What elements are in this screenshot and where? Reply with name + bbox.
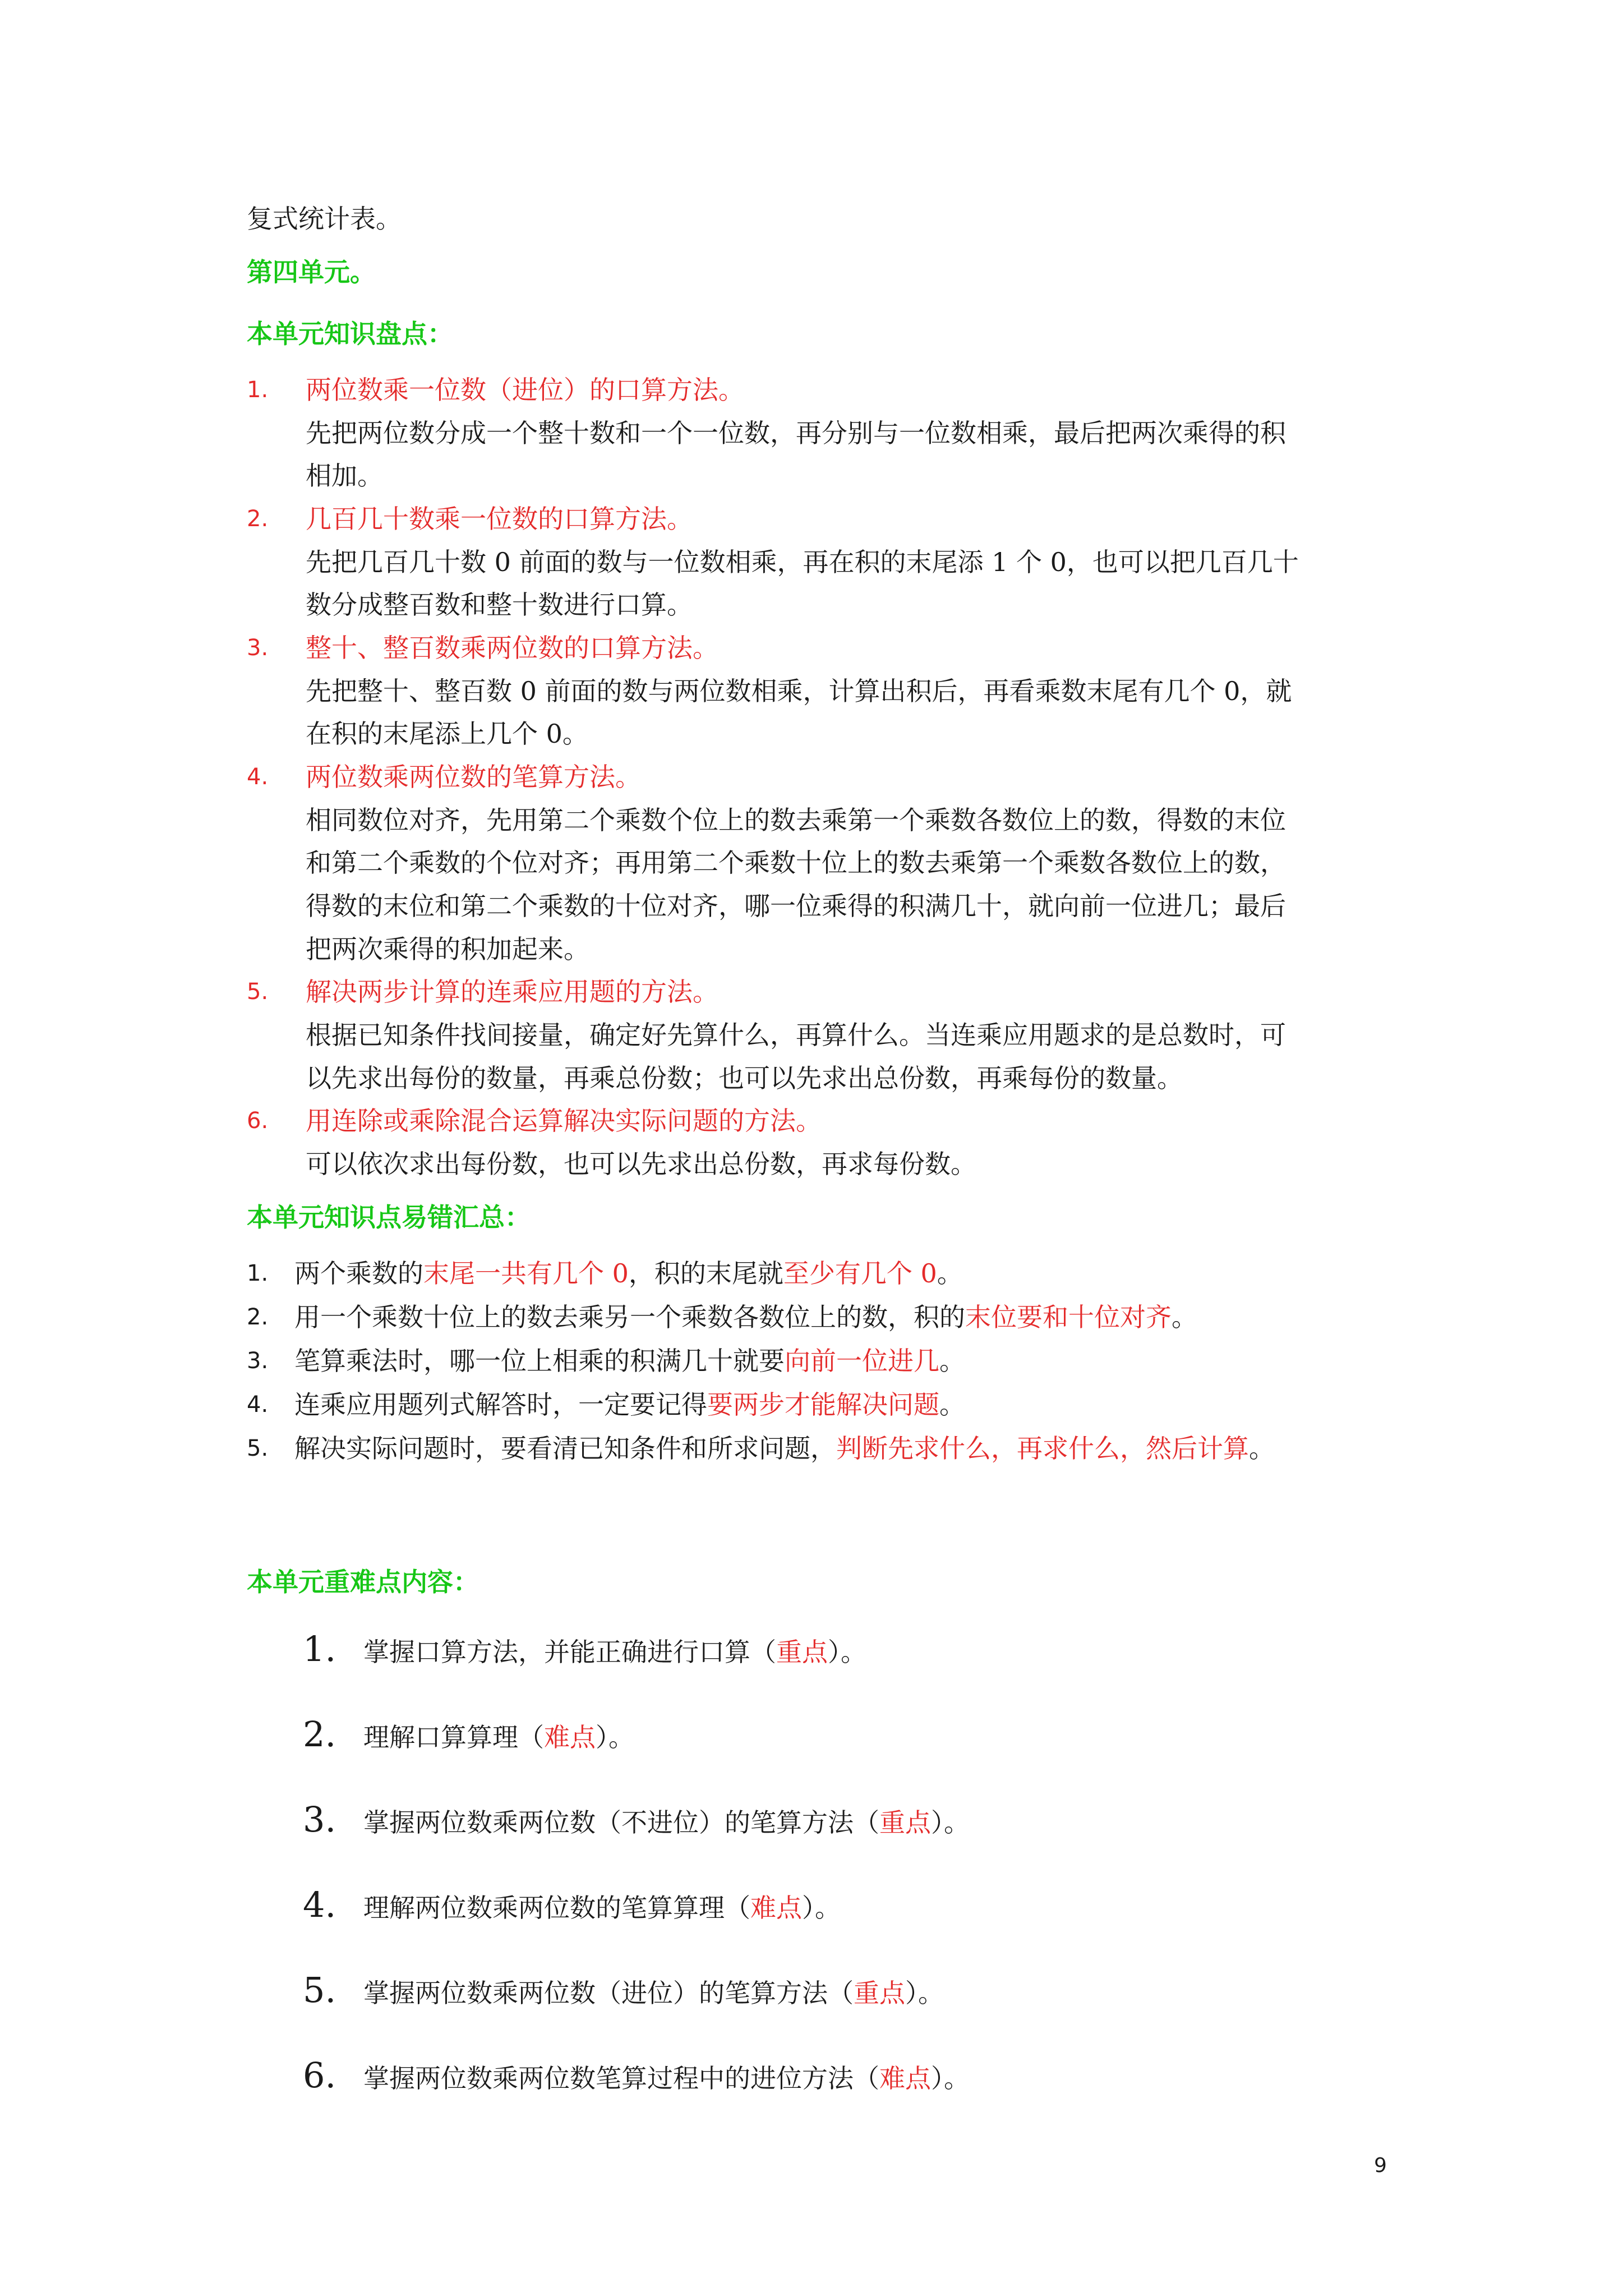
keypoint-text-part: ）。 bbox=[802, 1893, 841, 1923]
keypoint-tag: 难点 bbox=[544, 1722, 596, 1752]
knowledge-title: 两位数乘一位数（进位）的口算方法。 bbox=[306, 375, 744, 405]
mistake-highlight: 末尾一共有几个 0 bbox=[423, 1258, 629, 1289]
mistake-text-part: 笔算乘法时，哪一位上相乘的积满几十就要 bbox=[294, 1346, 785, 1376]
knowledge-body-line: 相加。 bbox=[306, 461, 383, 491]
keypoint-text bbox=[363, 1800, 970, 1845]
keypoint-tag: 难点 bbox=[879, 2063, 931, 2093]
knowledge-number: 5. bbox=[247, 979, 269, 1005]
knowledge-title: 几百几十数乘一位数的口算方法。 bbox=[306, 504, 693, 534]
keypoint-number: 3. bbox=[303, 1799, 336, 1840]
mistake-highlight: 末位要和十位对齐 bbox=[965, 1302, 1172, 1332]
knowledge-number: 4. bbox=[247, 764, 269, 790]
mistake-text bbox=[294, 1257, 963, 1290]
knowledge-body-line: 把两次乘得的积加起来。 bbox=[306, 934, 589, 964]
keypoint-text-part: 理解两位数乘两位数的笔算算理（ bbox=[363, 1893, 750, 1923]
mistake-text bbox=[294, 1344, 965, 1378]
mistakes-heading: 本单元知识点易错汇总： bbox=[247, 1202, 531, 1232]
knowledge-heading: 本单元知识盘点： bbox=[247, 319, 453, 349]
mistake-number: 5. bbox=[247, 1435, 269, 1461]
keypoint-tag: 难点 bbox=[750, 1893, 802, 1923]
mistake-text-part: 。 bbox=[1249, 1433, 1275, 1464]
keypoint-number: 1. bbox=[303, 1628, 336, 1669]
knowledge-body-line: 在积的末尾添上几个 0。 bbox=[306, 719, 588, 749]
mistake-text-part: ，积的末尾就 bbox=[628, 1258, 783, 1289]
keypoint-text bbox=[363, 1885, 841, 1930]
mistake-number: 2. bbox=[247, 1304, 269, 1330]
keypoint-number: 6. bbox=[303, 2055, 336, 2096]
keypoint-text-part: ）。 bbox=[905, 1978, 944, 2008]
keypoint-text-part: ）。 bbox=[931, 2063, 970, 2093]
knowledge-body-line: 可以依次求出每份数，也可以先求出总份数，再求每份数。 bbox=[306, 1149, 976, 1179]
keypoint-text-part: 理解口算算理（ bbox=[363, 1722, 544, 1752]
knowledge-title: 整十、整百数乘两位数的口算方法。 bbox=[306, 633, 718, 663]
knowledge-body-line: 先把两位数分成一个整十数和一个一位数，再分别与一位数相乘，最后把两次乘得的积 bbox=[306, 418, 1286, 448]
unit-heading: 第四单元。 bbox=[247, 257, 376, 287]
knowledge-number: 1. bbox=[247, 377, 269, 403]
keypoint-text bbox=[363, 1630, 866, 1674]
mistake-text-part: 。 bbox=[939, 1389, 965, 1420]
knowledge-body-line: 以先求出每份的数量，再乘总份数；也可以先求出总份数，再乘每份的数量。 bbox=[306, 1063, 1183, 1093]
keypoint-tag: 重点 bbox=[854, 1978, 905, 2008]
knowledge-body-line: 和第二个乘数的个位对齐；再用第二个乘数十位上的数去乘第一个乘数各数位上的数， bbox=[306, 848, 1286, 878]
keypoint-text bbox=[363, 2056, 970, 2101]
knowledge-body-line: 根据已知条件找间接量，确定好先算什么，再算什么。当连乘应用题求的是总数时，可 bbox=[306, 1020, 1286, 1050]
mistake-text-part: 。 bbox=[939, 1346, 965, 1376]
mistake-text bbox=[294, 1388, 965, 1421]
knowledge-body-line: 数分成整百数和整十数进行口算。 bbox=[306, 590, 693, 620]
mistake-highlight: 要两步才能解决问题 bbox=[707, 1389, 939, 1420]
mistake-highlight: 向前一位进几 bbox=[785, 1346, 939, 1376]
knowledge-number: 3. bbox=[247, 635, 269, 661]
keypoint-text-part: ）。 bbox=[931, 1807, 970, 1838]
knowledge-body-line: 相同数位对齐，先用第二个乘数个位上的数去乘第一个乘数各数位上的数，得数的末位 bbox=[306, 805, 1286, 835]
keypoint-text-part: ）。 bbox=[828, 1637, 866, 1667]
keypoint-text-part: 掌握两位数乘两位数笔算过程中的进位方法（ bbox=[363, 2063, 879, 2093]
intro-line: 复式统计表。 bbox=[247, 204, 402, 234]
keypoints-heading: 本单元重难点内容： bbox=[247, 1567, 479, 1597]
keypoint-text bbox=[363, 1971, 944, 2016]
keypoint-text-part: 掌握两位数乘两位数（不进位）的笔算方法（ bbox=[363, 1807, 879, 1838]
keypoint-text-part: 掌握口算方法，并能正确进行口算（ bbox=[363, 1637, 776, 1667]
keypoint-tag: 重点 bbox=[776, 1637, 828, 1667]
keypoint-text-part: ）。 bbox=[596, 1722, 634, 1752]
keypoint-number: 2. bbox=[303, 1714, 336, 1755]
mistake-text-part: 两个乘数的 bbox=[294, 1258, 423, 1289]
mistake-text-part: 。 bbox=[1172, 1302, 1197, 1332]
mistake-highlight: 判断先求什么，再求什么，然后计算 bbox=[836, 1433, 1249, 1464]
mistake-text bbox=[294, 1432, 1275, 1465]
knowledge-title: 两位数乘两位数的笔算方法。 bbox=[306, 762, 641, 792]
page-number: 9 bbox=[1374, 2154, 1387, 2177]
mistake-text-part: 。 bbox=[937, 1258, 963, 1289]
mistake-highlight: 至少有几个 0 bbox=[783, 1258, 937, 1289]
mistake-number: 1. bbox=[247, 1260, 269, 1286]
keypoint-number: 4. bbox=[303, 1884, 336, 1925]
knowledge-title: 解决两步计算的连乘应用题的方法。 bbox=[306, 977, 718, 1007]
keypoint-number: 5. bbox=[303, 1970, 336, 2010]
knowledge-body-line: 先把整十、整百数 0 前面的数与两位数相乘，计算出积后，再看乘数末尾有几个 0，就 bbox=[306, 676, 1292, 706]
knowledge-number: 2. bbox=[247, 506, 269, 532]
keypoint-text bbox=[363, 1715, 634, 1760]
knowledge-title: 用连除或乘除混合运算解决实际问题的方法。 bbox=[306, 1106, 822, 1136]
keypoint-tag: 重点 bbox=[879, 1807, 931, 1838]
mistake-text-part: 解决实际问题时，要看清已知条件和所求问题， bbox=[294, 1433, 836, 1464]
knowledge-body-line: 先把几百几十数 0 前面的数与一位数相乘，再在积的末尾添 1 个 0，也可以把几百几十 bbox=[306, 547, 1299, 577]
mistake-text bbox=[294, 1300, 1197, 1334]
keypoint-text-part: 掌握两位数乘两位数（进位）的笔算方法（ bbox=[363, 1978, 854, 2008]
mistake-number: 3. bbox=[247, 1348, 269, 1374]
knowledge-body-line: 得数的末位和第二个乘数的十位对齐，哪一位乘得的积满几十，就向前一位进几；最后 bbox=[306, 891, 1286, 921]
mistake-number: 4. bbox=[247, 1392, 269, 1418]
mistake-text-part: 用一个乘数十位上的数去乘另一个乘数各数位上的数，积的 bbox=[294, 1302, 965, 1332]
mistake-text-part: 连乘应用题列式解答时，一定要记得 bbox=[294, 1389, 707, 1420]
knowledge-number: 6. bbox=[247, 1108, 269, 1134]
